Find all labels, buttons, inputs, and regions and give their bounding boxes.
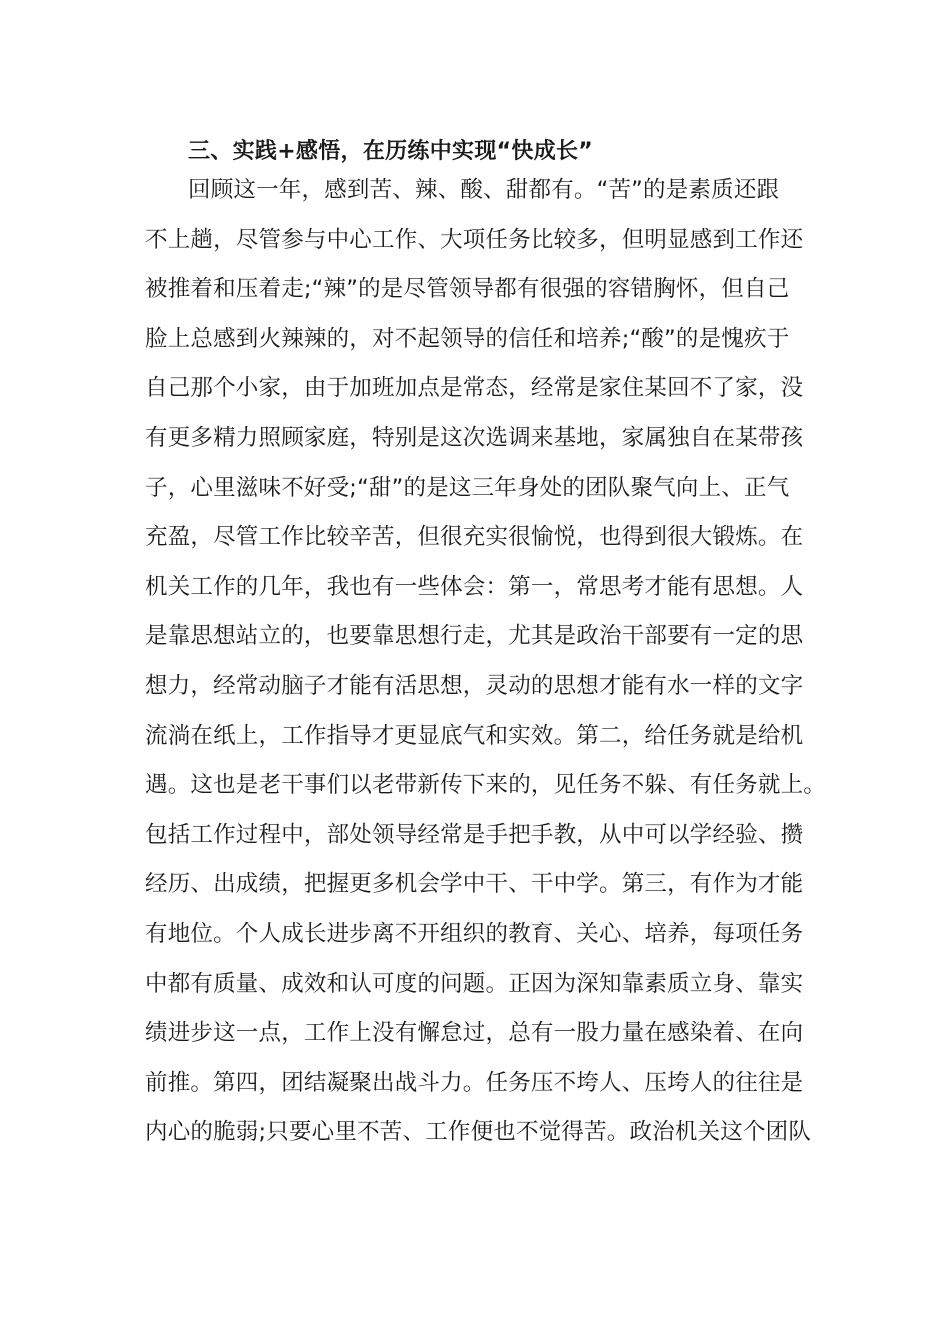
paragraph-line: 回顾这一年，感到苦、辣、酸、甜都有。“苦”的是素质还跟: [188, 177, 780, 203]
paragraph-line: 自己那个小家，由于加班加点是常态，经常是家住某回不了家，没: [145, 375, 804, 402]
paragraph-line: 流淌在纸上，工作指导才更显底气和实效。第二，给任务就是给机: [145, 722, 804, 749]
section-heading: 三、实践+感悟，在历练中实现“快成长”: [188, 139, 594, 164]
paragraph-line: 经历、出成绩，把握更多机会学中干、干中学。第三，有作为才能: [145, 871, 804, 898]
paragraph-line: 子，心里滋味不好受;“甜”的是这三年身处的团队聚气向上、正气: [145, 474, 790, 501]
paragraph-line: 遇。这也是老干事们以老带新传下来的，见任务不躲、有任务就上。: [145, 772, 827, 799]
paragraph-line: 有地位。个人成长进步离不开组织的教育、关心、培养，每项任务: [145, 920, 804, 947]
paragraph-line: 前推。第四，团结凝聚出战斗力。任务压不垮人、压垮人的往往是: [145, 1069, 804, 1096]
paragraph-line: 想力，经常动脑子才能有活思想，灵动的思想才能有水一样的文字: [145, 672, 804, 699]
paragraph-line: 有更多精力照顾家庭，特别是这次选调来基地，家属独自在某带孩: [145, 424, 804, 451]
paragraph-line: 充盈，尽管工作比较辛苦，但很充实很愉悦，也得到很大锻炼。在: [145, 524, 804, 551]
paragraph-line: 包括工作过程中，部处领导经常是手把手教，从中可以学经验、攒: [145, 821, 804, 848]
paragraph-line: 中都有质量、成效和认可度的问题。正因为深知靠素质立身、靠实: [145, 970, 804, 997]
paragraph-line: 被推着和压着走;“辣”的是尽管领导都有很强的容错胸怀，但自己: [145, 276, 790, 303]
paragraph-line: 不上趟，尽管参与中心工作、大项任务比较多，但明显感到工作还: [145, 226, 804, 253]
paragraph-line: 机关工作的几年，我也有一些体会：第一，常思考才能有思想。人: [145, 573, 804, 600]
paragraph-line: 内心的脆弱;只要心里不苦、工作便也不觉得苦。政治机关这个团队: [145, 1119, 812, 1146]
paragraph-line: 脸上总感到火辣辣的，对不起领导的信任和培养;“酸”的是愧疚于: [145, 325, 790, 352]
paragraph-line: 是靠思想站立的，也要靠思想行走，尤其是政治干部要有一定的思: [145, 623, 804, 650]
body-paragraph: [145, 166, 827, 1158]
paragraph-line: 绩进步这一点，工作上没有懈怠过，总有一股力量在感染着、在向: [145, 1020, 804, 1047]
